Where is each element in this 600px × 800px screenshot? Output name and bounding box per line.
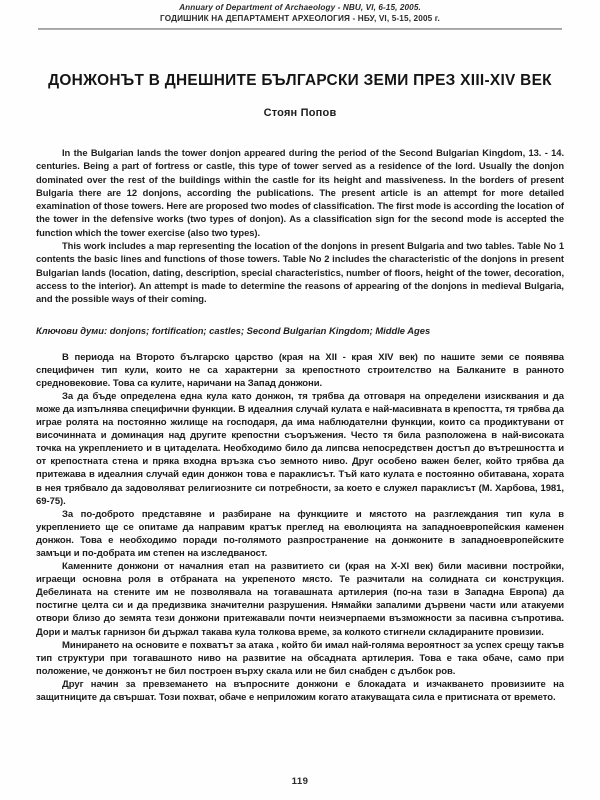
abstract-paragraph: In the Bulgarian lands the tower donjon appeared during the period of the Second Bulgarian Kingdom, 13. - 14. centuries. Being a part of fortress or castle, this type of tower served as a residence of the lord. Usually the donjon dominated over the rest of the buildings within the castle for its height and massiveness. In the borders of present Bulgaria there are 12 donjons, according the publications. The present article is an attempt for more detailed examination of those towers. Here are proposed two modes of classification. The first mode is according the location of the tower in the defensive works (two types of donjon). As a classification sign for the second mode is accepted the function which the tower exercise (also two types). xyxy=(36,147,565,238)
author-name: Стоян Попов xyxy=(263,107,337,119)
header-divider xyxy=(38,28,562,30)
body-paragraph: За да бъде определена една кула като донжон, тя трябва да отговаря на определени изисквания и да може да изпълнява специфични функции. В идеалния случай кулата е най-масивната в крепостта, тя трябва да играе ролята на постоянно жилище на господаря, да има наблюдателни функции, които са продиктувани от височинната и доминация над другите крепостни съоръжения. Често тя била разположена в най-високата точка на укреплението и в цитаделата. Необходимо било да липсва непосредствен достъп до вътрешността и от крепостната стена и пряка входна връзка съо земното ниво. Друг особено важен белег, който трябва да притежава в идеалния случай един донжон това е параклисът. Тъй като кулата е постоянно обитавана, хората в нея трябвало да задоволяват религиозните си потребности, за което е служел параклисът (М. Харбова, 1981, 69-75). xyxy=(36,390,564,507)
body-paragraph: Друг начин за превземането на въпросните донжони е блокадата и изчакването провизиите на защитниците да свършат. Този похват, обаче е неприложим когато атакуващата сила е притисната от времето. xyxy=(36,678,564,703)
keywords-value: donjons; fortification; castles; Second Bulgarian Kingdom; Middle Ages xyxy=(107,324,431,336)
abstract-paragraph: This work includes a map representing the location of the donjons in present Bulgaria and two tables. Table No 1 contents the basic lines and functions of those towers. Table No 2 includes the characteristic of the donjons in present Bulgarian lands (location, dating, description, special characteristics, number of floors, height of the tower, decoration, access to the interior). An attempt is made to determine the reasons of appearing of the donjons in medieval Bulgaria, and the possible ways of their coming. xyxy=(36,240,564,305)
page-number: 119 xyxy=(291,776,309,787)
running-head xyxy=(0,0,600,24)
page-title: ДОНЖОНЪТ В ДНЕШНИТЕ БЪЛГАРСКИ ЗЕМИ ПРЕЗ XIII-XIV ВЕК xyxy=(48,72,552,89)
body-paragraph: В периода на Второто българско царство (края на XII - края XIV век) по нашите земи се появява специфичен тип кули, които не са характерни за крепостното строителство на Балканите в ранното средновековие. Това са кулите, наричани на Запад донжони. xyxy=(36,351,564,389)
body-paragraph: Минирането на основите е похватът за атака , който би имал най-голяма вероятност за успех срещу такъв тип структури при тогавашното ниво на развитие на обсадната артилерия. Това е така обаче, само при положение, че донжонът не бил построен върху скала или не бил снабден с дълбок ров. xyxy=(36,639,564,677)
keywords-label: Ключови думи: xyxy=(36,324,108,336)
running-head-english: Annuary of Department of Archaeology - NBU, VI, 6-15, 2005. xyxy=(179,3,421,12)
keywords-line xyxy=(36,324,564,337)
body-section xyxy=(36,351,564,705)
running-head-bulgarian: ГОДИШНИК НА ДЕПАРТАМЕНТ АРХЕОЛОГИЯ - НБУ, VI, 5-15, 2005 г. xyxy=(160,13,440,23)
body-paragraph: За по-доброто представяне и разбиране на функциите и мястото на разглеждания тип кула в укреплението ще се опитаме да направим кратък преглед на еволюцията на западноевропейския каменен донжон. Това е необходимо поради по-голямото разпространение на донжоните в западноевропейските замъци и по-добрата им степен на изследваност. xyxy=(36,508,564,559)
body-paragraph: Каменните донжони от началния етап на развитието си (края на X-XI век) били масивни постройки, играещи основна роля в отбраната на укрепеното място. Те разчитали на солидната си конструкция. Дебелината на стените им не позволявала на тогавашната артилерия (по-на тази в Западна Европа) да постигне целта си и да предизвика значителни разрушения. Нямайки запалими дървени части или атакуеми отвори близо до земята тези донжони притежавали почти неизчерпаеми възможности за пасивна съпротива. Дори и малък гарнизон би държал такава кула толкова време, за колкото стигнели складираните провизии. xyxy=(36,561,564,638)
abstract-section xyxy=(36,146,564,306)
